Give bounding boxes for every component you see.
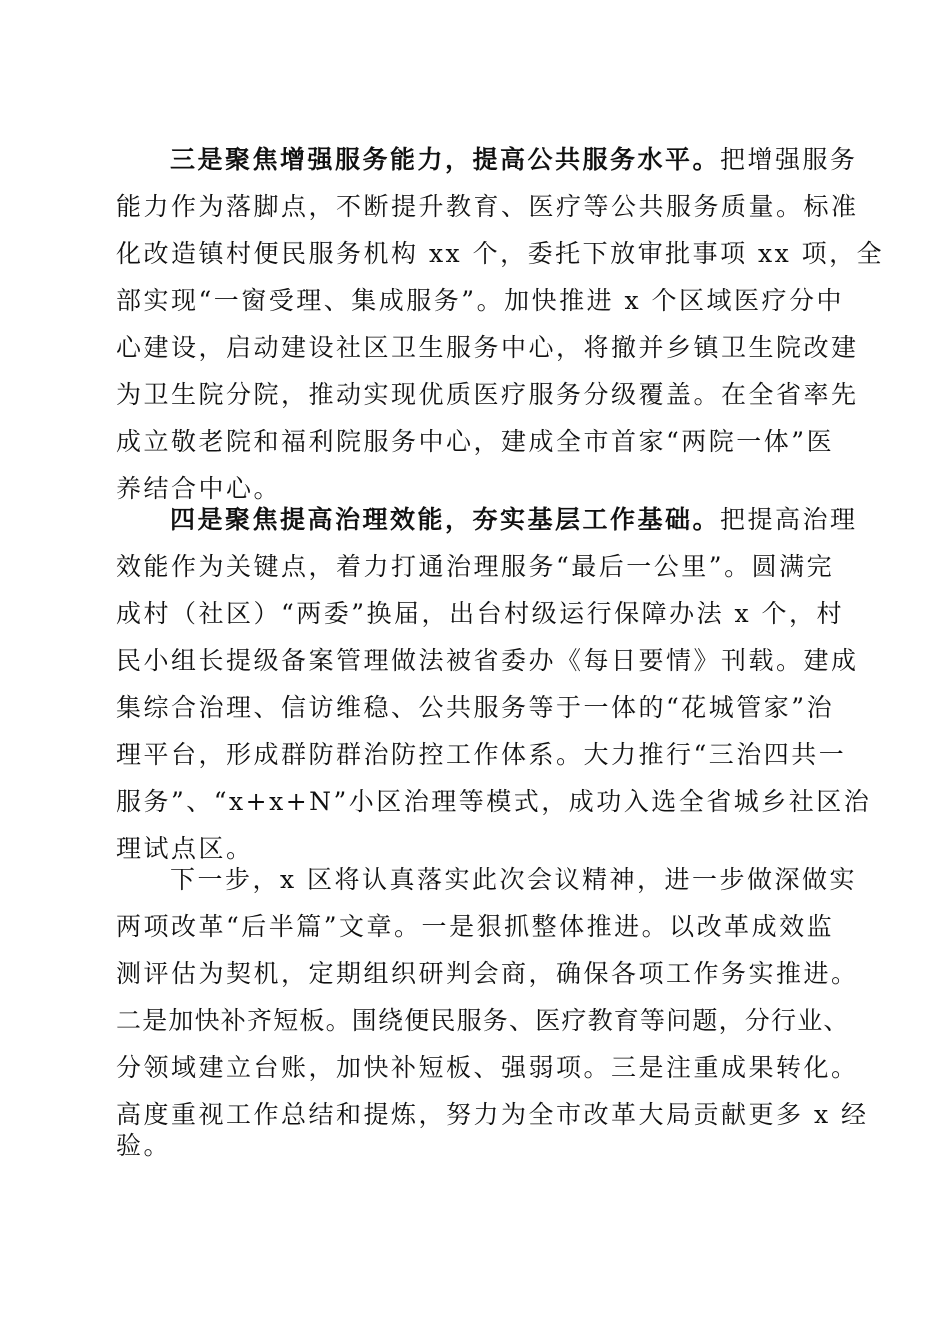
paragraph-line: 养结合中心。: [116, 474, 282, 503]
paragraph-line: 高度重视工作总结和提炼，努力为全市改革大局贡献更多 x 经: [116, 1100, 869, 1129]
paragraph-line: 部实现“一窗受理、集成服务”。加快推进 x 个区域医疗分中: [116, 286, 845, 315]
paragraph-line: 验。: [116, 1131, 172, 1160]
paragraph-text: 把提高治理: [720, 505, 858, 534]
paragraph-line: 化改造镇村便民服务机构 xx 个，委托下放审批事项 xx 项，全: [116, 239, 885, 268]
paragraph-line: 测评估为契机，定期组织研判会商，确保各项工作务实推进。: [116, 959, 859, 988]
paragraph-line: 效能作为关键点，着力打通治理服务“最后一公里”。圆满完: [116, 552, 835, 581]
paragraph-heading: 三是聚焦增强服务能力，提高公共服务水平。: [170, 145, 721, 174]
paragraph-heading: 四是聚焦提高治理效能，夯实基层工作基础。: [170, 505, 721, 534]
paragraph-line: 为卫生院分院，推动实现优质医疗服务分级覆盖。在全省率先: [116, 380, 859, 409]
paragraph-line: [170, 502, 858, 538]
paragraph-line: [170, 142, 858, 178]
paragraph-line: 理平台，形成群防群治防控工作体系。大力推行“三治四共一: [116, 740, 847, 769]
paragraph-line: 集综合治理、信访维稳、公共服务等于一体的“花城管家”治: [116, 693, 835, 722]
paragraph-line: 民小组长提级备案管理做法被省委办《每日要情》刊载。建成: [116, 646, 859, 675]
paragraph-line: 成村（社区）“两委”换届，出台村级运行保障办法 x 个，村: [116, 599, 845, 628]
paragraph-line: 成立敬老院和福利院服务中心，建成全市首家“两院一体”医: [116, 427, 835, 456]
paragraph-line: 两项改革“后半篇”文章。一是狠抓整体推进。以改革成效监: [116, 912, 835, 941]
paragraph-line: 理试点区。: [116, 834, 254, 863]
paragraph-line: 二是加快补齐短板。围绕便民服务、医疗教育等问题，分行业、: [116, 1006, 850, 1035]
paragraph-text: 把增强服务: [720, 145, 858, 174]
paragraph-line: 能力作为落脚点，不断提升教育、医疗等公共服务质量。标准: [116, 192, 859, 221]
paragraph-line: 心建设，启动建设社区卫生服务中心，将撤并乡镇卫生院改建: [116, 333, 859, 362]
paragraph-line: 分领域建立台账，加快补短板、强弱项。三是注重成果转化。: [116, 1053, 859, 1082]
paragraph-line: 服务”、“x+x+N”小区治理等模式，成功入选全省城乡社区治: [116, 787, 872, 816]
paragraph-line: 下一步，x 区将认真落实此次会议精神，进一步做深做实: [170, 865, 858, 894]
